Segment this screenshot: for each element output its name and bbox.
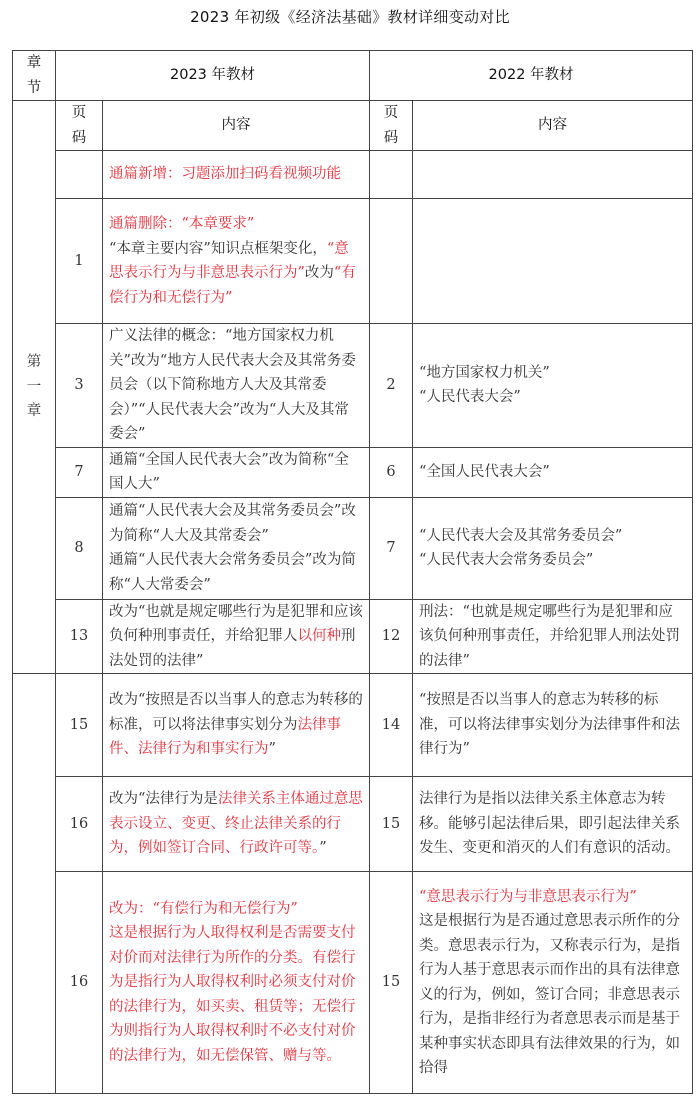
content-2023 [103, 447, 370, 497]
document-title: 2023 年初级《经济法基础》教材详细变动对比 [190, 8, 510, 26]
text: 通篇“人民代表大会常务委员会”改为简称“人大常委会” [109, 552, 356, 593]
changed-text: “意思表示行为与非意思表示行为” [419, 888, 637, 905]
content-2023 [103, 599, 370, 674]
changed-text: 这是根据行为人取得权利是否需要支付对价而对法律行为所作的分类。有偿行为是指行为人取得权利时必须支付对价的法律行为，如买卖、租赁等；无偿行为则指行为人取得权利时不必支付对价的法律行为，如无偿保管、赠与等。 [109, 925, 356, 1064]
chapter-header: 章 节 [13, 51, 56, 101]
table-header-row [13, 51, 693, 101]
table-row [13, 151, 693, 199]
chapter-cell-1: 第 一 章 [13, 101, 56, 674]
text: “地方国家权力机关” [419, 364, 550, 381]
table-row [13, 872, 693, 1094]
text: 刑法处罚的法律” [109, 628, 356, 669]
text: 改为“按照是否以当事人的意志为转移的标准，可以将法律事实划分为 [109, 692, 363, 733]
text: 通篇“全国人民代表大会”改为简称“全国人大” [109, 451, 349, 492]
changed-text: 以何种 [297, 628, 341, 644]
changed-text: 通篇删除：“本章要求” [109, 216, 255, 232]
content-2022 [413, 497, 693, 599]
comparison-table [12, 50, 693, 1094]
text: 通篇“人民代表大会及其常务委员会”改为简称“人大及其常委会” [109, 503, 356, 544]
content-2023 [103, 674, 370, 777]
page-2022: 7 [370, 497, 413, 599]
table-row [13, 497, 693, 599]
changed-text: 通篇新增：习题添加扫码看视频功能 [109, 166, 341, 183]
text: “按照是否以当事人的意志为转移的标准，可以将法律事实划分为法律事件和法律行为” [419, 692, 681, 758]
text: ” [268, 741, 276, 758]
content-2022 [413, 447, 693, 497]
table-row [13, 199, 693, 324]
text: ” [319, 840, 327, 857]
content-2023 [103, 497, 370, 599]
content-2022 [413, 674, 693, 777]
page-header-2022: 页 码 [370, 101, 413, 151]
text: 改为“法律行为是 [109, 791, 218, 808]
table-row [13, 599, 693, 674]
page-2022: 12 [370, 599, 413, 674]
text: 法律行为是指以法律关系主体意志为转移。能够引起法律后果，即引起法律关系发生、变更和消灭的人们有意识的活动。 [419, 791, 681, 857]
content-header-2023: 内容 [103, 101, 370, 151]
page-2023: 13 [56, 599, 103, 674]
content-2023 [103, 199, 370, 324]
content-2023 [103, 324, 370, 448]
table-row [13, 674, 693, 777]
content-2023 [103, 151, 370, 199]
header-2023-textbook: 2023 年教材 [56, 51, 370, 101]
content-2022 [413, 872, 693, 1094]
page-2023 [56, 151, 103, 199]
text: “本章主要内容”知识点框架变化， [109, 240, 327, 257]
page-2022: 6 [370, 447, 413, 497]
page-2022: 15 [370, 777, 413, 872]
content-header-2022: 内容 [413, 101, 693, 151]
changed-text: 法律事件、法律行为和事实行为 [109, 716, 341, 758]
chapter-cell-2 [13, 674, 56, 1094]
text: 广义法律的概念：“地方国家权力机关”改为“地方人民代表大会及其常务委员会（以下简称地方人大及其常委会）”“人民代表大会”改为“人大及其常委会” [109, 328, 356, 442]
page-2023: 16 [56, 777, 103, 872]
page-2023: 15 [56, 674, 103, 777]
content-2022 [413, 199, 693, 324]
page-2023: 16 [56, 872, 103, 1094]
header-2022-textbook: 2022 年教材 [370, 51, 693, 101]
page-header-2023: 页 码 [56, 101, 103, 151]
table-row [13, 777, 693, 872]
table-row [13, 324, 693, 448]
page-2022 [370, 199, 413, 324]
page-2022: 14 [370, 674, 413, 777]
table-row [13, 447, 693, 497]
page-2022: 2 [370, 324, 413, 448]
changed-text: “有偿行为和无偿行为” [109, 265, 356, 306]
changed-text: 改为：“有偿行为和无偿行为” [109, 900, 298, 917]
text: “人民代表大会” [419, 389, 521, 406]
content-2023 [103, 872, 370, 1094]
text: “人民代表大会及其常务委员会” [419, 527, 623, 544]
changed-text: “意思表示行为与非意思表示行为” [109, 240, 349, 281]
page-2022 [370, 151, 413, 199]
page-2023: 8 [56, 497, 103, 599]
table-subheader-row [13, 101, 693, 151]
text: 改为“也就是规定哪些行为是犯罪和应该负何种刑事责任，并给犯罪人 [109, 603, 363, 644]
content-2022 [413, 777, 693, 872]
text: 这是根据行为是否通过意思表示所作的分类。意思表示行为，又称表示行为，是指行为人基于意思表示而作出的具有法律意义的行为，例如，签订合同；非意思表示行为，是指非经行为者意思表示而是基于某种事实状态即具有法律效果的行为，如拾得 [419, 913, 681, 1076]
page-2023: 7 [56, 447, 103, 497]
page-2023: 3 [56, 324, 103, 448]
changed-text: 法律关系主体通过意思表示设立、变更、终止法律关系的行为，例如签订合同、行政许可等。 [109, 791, 363, 857]
page-2022: 15 [370, 872, 413, 1094]
text: 改为 [304, 265, 334, 281]
content-2022 [413, 599, 693, 674]
page-2023: 1 [56, 199, 103, 324]
content-2023 [103, 777, 370, 872]
text: “人民代表大会常务委员会” [419, 552, 594, 568]
text: 刑法：“也就是规定哪些行为是犯罪和应该负何种刑事责任，并给犯罪人刑法处罚的法律” [419, 603, 681, 669]
text: “全国人民代表大会” [419, 463, 550, 480]
content-2022 [413, 324, 693, 448]
content-2022 [413, 151, 693, 199]
